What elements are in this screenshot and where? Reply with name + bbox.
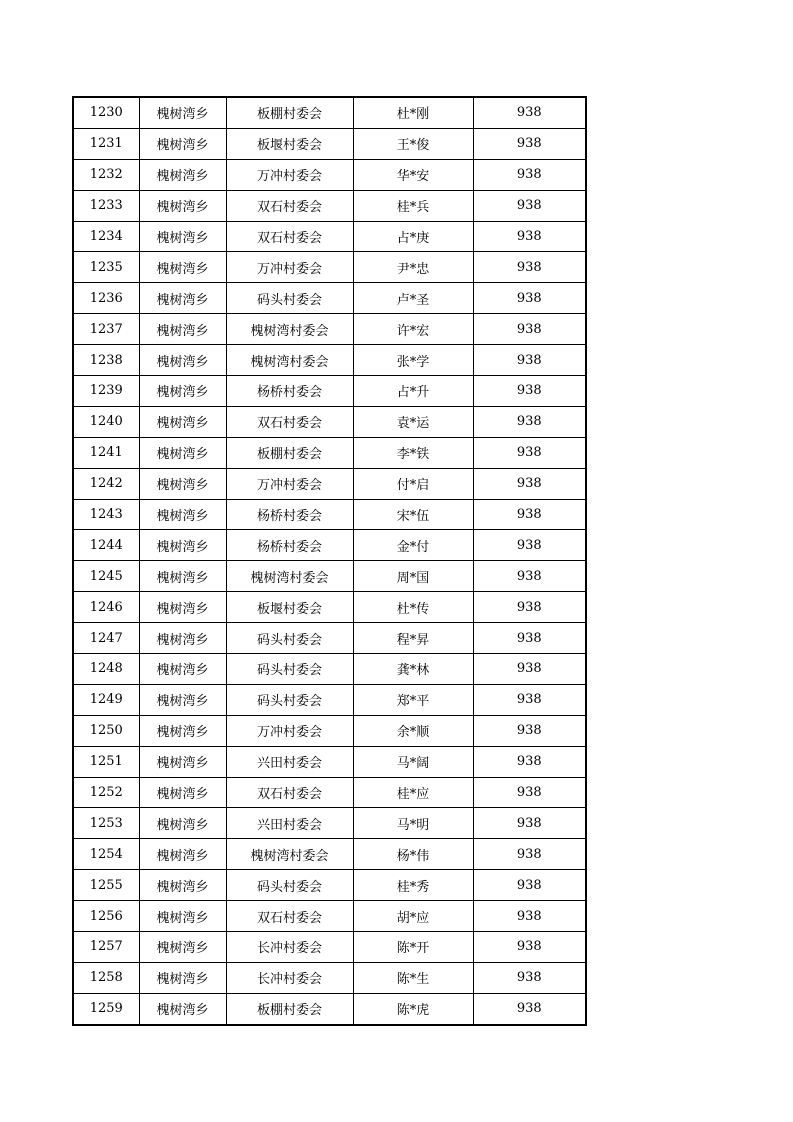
township-cell: 槐树湾乡 (139, 283, 226, 314)
village-committee-cell: 槐树湾村委会 (226, 561, 353, 592)
village-committee-cell: 板堰村委会 (226, 128, 353, 159)
township-cell: 槐树湾乡 (139, 221, 226, 252)
roster-table-body (73, 97, 586, 1025)
person-name-cell: 宋*伍 (353, 499, 473, 530)
table-row (73, 128, 586, 159)
roster-table (72, 96, 587, 1026)
village-committee-cell: 万冲村委会 (226, 252, 353, 283)
township-cell: 槐树湾乡 (139, 592, 226, 623)
table-row (73, 962, 586, 993)
amount-cell: 938 (473, 406, 586, 437)
person-name-cell: 桂*兵 (353, 190, 473, 221)
amount-cell: 938 (473, 128, 586, 159)
person-name-cell: 袁*运 (353, 406, 473, 437)
table-row (73, 592, 586, 623)
village-committee-cell: 万冲村委会 (226, 159, 353, 190)
row-number-cell: 1252 (73, 777, 139, 808)
person-name-cell: 王*俊 (353, 128, 473, 159)
township-cell: 槐树湾乡 (139, 623, 226, 654)
row-number-cell: 1236 (73, 283, 139, 314)
township-cell: 槐树湾乡 (139, 468, 226, 499)
amount-cell: 938 (473, 808, 586, 839)
row-number-cell: 1230 (73, 97, 139, 128)
person-name-cell: 马*阔 (353, 746, 473, 777)
table-row (73, 376, 586, 407)
person-name-cell: 华*安 (353, 159, 473, 190)
township-cell: 槐树湾乡 (139, 901, 226, 932)
township-cell: 槐树湾乡 (139, 839, 226, 870)
person-name-cell: 占*升 (353, 376, 473, 407)
amount-cell: 938 (473, 623, 586, 654)
township-cell: 槐树湾乡 (139, 128, 226, 159)
amount-cell: 938 (473, 221, 586, 252)
table-row (73, 159, 586, 190)
row-number-cell: 1248 (73, 654, 139, 685)
row-number-cell: 1245 (73, 561, 139, 592)
person-name-cell: 杨*伟 (353, 839, 473, 870)
amount-cell: 938 (473, 870, 586, 901)
person-name-cell: 胡*应 (353, 901, 473, 932)
table-row (73, 684, 586, 715)
person-name-cell: 尹*忠 (353, 252, 473, 283)
person-name-cell: 桂*秀 (353, 870, 473, 901)
table-row (73, 561, 586, 592)
village-committee-cell: 槐树湾村委会 (226, 839, 353, 870)
person-name-cell: 周*国 (353, 561, 473, 592)
person-name-cell: 金*付 (353, 530, 473, 561)
table-row (73, 221, 586, 252)
table-row (73, 932, 586, 963)
village-committee-cell: 兴田村委会 (226, 808, 353, 839)
township-cell: 槐树湾乡 (139, 561, 226, 592)
amount-cell: 938 (473, 932, 586, 963)
table-row (73, 530, 586, 561)
township-cell: 槐树湾乡 (139, 190, 226, 221)
township-cell: 槐树湾乡 (139, 777, 226, 808)
village-committee-cell: 码头村委会 (226, 870, 353, 901)
amount-cell: 938 (473, 561, 586, 592)
village-committee-cell: 码头村委会 (226, 684, 353, 715)
village-committee-cell: 板堰村委会 (226, 592, 353, 623)
amount-cell: 938 (473, 283, 586, 314)
village-committee-cell: 杨桥村委会 (226, 376, 353, 407)
row-number-cell: 1253 (73, 808, 139, 839)
township-cell: 槐树湾乡 (139, 437, 226, 468)
row-number-cell: 1232 (73, 159, 139, 190)
village-committee-cell: 长冲村委会 (226, 932, 353, 963)
person-name-cell: 郑*平 (353, 684, 473, 715)
person-name-cell: 马*明 (353, 808, 473, 839)
person-name-cell: 李*铁 (353, 437, 473, 468)
person-name-cell: 卢*圣 (353, 283, 473, 314)
amount-cell: 938 (473, 499, 586, 530)
row-number-cell: 1250 (73, 715, 139, 746)
person-name-cell: 杜*传 (353, 592, 473, 623)
township-cell: 槐树湾乡 (139, 97, 226, 128)
row-number-cell: 1249 (73, 684, 139, 715)
table-row (73, 345, 586, 376)
table-row (73, 870, 586, 901)
table-row (73, 839, 586, 870)
township-cell: 槐树湾乡 (139, 746, 226, 777)
village-committee-cell: 板棚村委会 (226, 993, 353, 1024)
row-number-cell: 1254 (73, 839, 139, 870)
village-committee-cell: 双石村委会 (226, 901, 353, 932)
township-cell: 槐树湾乡 (139, 345, 226, 376)
row-number-cell: 1238 (73, 345, 139, 376)
amount-cell: 938 (473, 592, 586, 623)
person-name-cell: 陈*生 (353, 962, 473, 993)
village-committee-cell: 杨桥村委会 (226, 530, 353, 561)
amount-cell: 938 (473, 684, 586, 715)
row-number-cell: 1235 (73, 252, 139, 283)
table-row (73, 777, 586, 808)
table-row (73, 993, 586, 1024)
township-cell: 槐树湾乡 (139, 159, 226, 190)
person-name-cell: 余*顺 (353, 715, 473, 746)
amount-cell: 938 (473, 190, 586, 221)
township-cell: 槐树湾乡 (139, 684, 226, 715)
person-name-cell: 付*启 (353, 468, 473, 499)
row-number-cell: 1257 (73, 932, 139, 963)
village-committee-cell: 双石村委会 (226, 221, 353, 252)
row-number-cell: 1240 (73, 406, 139, 437)
village-committee-cell: 万冲村委会 (226, 468, 353, 499)
table-row (73, 715, 586, 746)
row-number-cell: 1259 (73, 993, 139, 1024)
table-row (73, 654, 586, 685)
village-committee-cell: 长冲村委会 (226, 962, 353, 993)
village-committee-cell: 码头村委会 (226, 654, 353, 685)
township-cell: 槐树湾乡 (139, 314, 226, 345)
amount-cell: 938 (473, 345, 586, 376)
amount-cell: 938 (473, 159, 586, 190)
village-committee-cell: 槐树湾村委会 (226, 314, 353, 345)
township-cell: 槐树湾乡 (139, 376, 226, 407)
township-cell: 槐树湾乡 (139, 870, 226, 901)
township-cell: 槐树湾乡 (139, 993, 226, 1024)
table-row (73, 252, 586, 283)
table-row (73, 406, 586, 437)
row-number-cell: 1244 (73, 530, 139, 561)
person-name-cell: 杜*刚 (353, 97, 473, 128)
row-number-cell: 1251 (73, 746, 139, 777)
amount-cell: 938 (473, 901, 586, 932)
row-number-cell: 1233 (73, 190, 139, 221)
village-committee-cell: 双石村委会 (226, 406, 353, 437)
table-row (73, 746, 586, 777)
village-committee-cell: 兴田村委会 (226, 746, 353, 777)
amount-cell: 938 (473, 97, 586, 128)
township-cell: 槐树湾乡 (139, 499, 226, 530)
township-cell: 槐树湾乡 (139, 252, 226, 283)
person-name-cell: 占*庚 (353, 221, 473, 252)
amount-cell: 938 (473, 252, 586, 283)
village-committee-cell: 板棚村委会 (226, 97, 353, 128)
amount-cell: 938 (473, 746, 586, 777)
township-cell: 槐树湾乡 (139, 808, 226, 839)
township-cell: 槐树湾乡 (139, 654, 226, 685)
person-name-cell: 龚*林 (353, 654, 473, 685)
table-row (73, 808, 586, 839)
amount-cell: 938 (473, 437, 586, 468)
amount-cell: 938 (473, 376, 586, 407)
person-name-cell: 张*学 (353, 345, 473, 376)
row-number-cell: 1242 (73, 468, 139, 499)
amount-cell: 938 (473, 962, 586, 993)
village-committee-cell: 万冲村委会 (226, 715, 353, 746)
table-row (73, 283, 586, 314)
village-committee-cell: 杨桥村委会 (226, 499, 353, 530)
village-committee-cell: 双石村委会 (226, 190, 353, 221)
township-cell: 槐树湾乡 (139, 406, 226, 437)
table-row (73, 190, 586, 221)
row-number-cell: 1239 (73, 376, 139, 407)
amount-cell: 938 (473, 468, 586, 499)
amount-cell: 938 (473, 839, 586, 870)
amount-cell: 938 (473, 530, 586, 561)
amount-cell: 938 (473, 715, 586, 746)
row-number-cell: 1246 (73, 592, 139, 623)
amount-cell: 938 (473, 314, 586, 345)
table-row (73, 437, 586, 468)
row-number-cell: 1234 (73, 221, 139, 252)
township-cell: 槐树湾乡 (139, 715, 226, 746)
table-row (73, 901, 586, 932)
village-committee-cell: 槐树湾村委会 (226, 345, 353, 376)
table-row (73, 623, 586, 654)
row-number-cell: 1258 (73, 962, 139, 993)
township-cell: 槐树湾乡 (139, 932, 226, 963)
table-row (73, 468, 586, 499)
person-name-cell: 陈*开 (353, 932, 473, 963)
table-row (73, 499, 586, 530)
row-number-cell: 1231 (73, 128, 139, 159)
row-number-cell: 1256 (73, 901, 139, 932)
row-number-cell: 1255 (73, 870, 139, 901)
amount-cell: 938 (473, 993, 586, 1024)
amount-cell: 938 (473, 777, 586, 808)
township-cell: 槐树湾乡 (139, 530, 226, 561)
village-committee-cell: 双石村委会 (226, 777, 353, 808)
table-row (73, 97, 586, 128)
row-number-cell: 1247 (73, 623, 139, 654)
township-cell: 槐树湾乡 (139, 962, 226, 993)
village-committee-cell: 码头村委会 (226, 623, 353, 654)
row-number-cell: 1243 (73, 499, 139, 530)
village-committee-cell: 板棚村委会 (226, 437, 353, 468)
row-number-cell: 1241 (73, 437, 139, 468)
person-name-cell: 程*昇 (353, 623, 473, 654)
person-name-cell: 许*宏 (353, 314, 473, 345)
village-committee-cell: 码头村委会 (226, 283, 353, 314)
person-name-cell: 桂*应 (353, 777, 473, 808)
row-number-cell: 1237 (73, 314, 139, 345)
table-row (73, 314, 586, 345)
person-name-cell: 陈*虎 (353, 993, 473, 1024)
amount-cell: 938 (473, 654, 586, 685)
